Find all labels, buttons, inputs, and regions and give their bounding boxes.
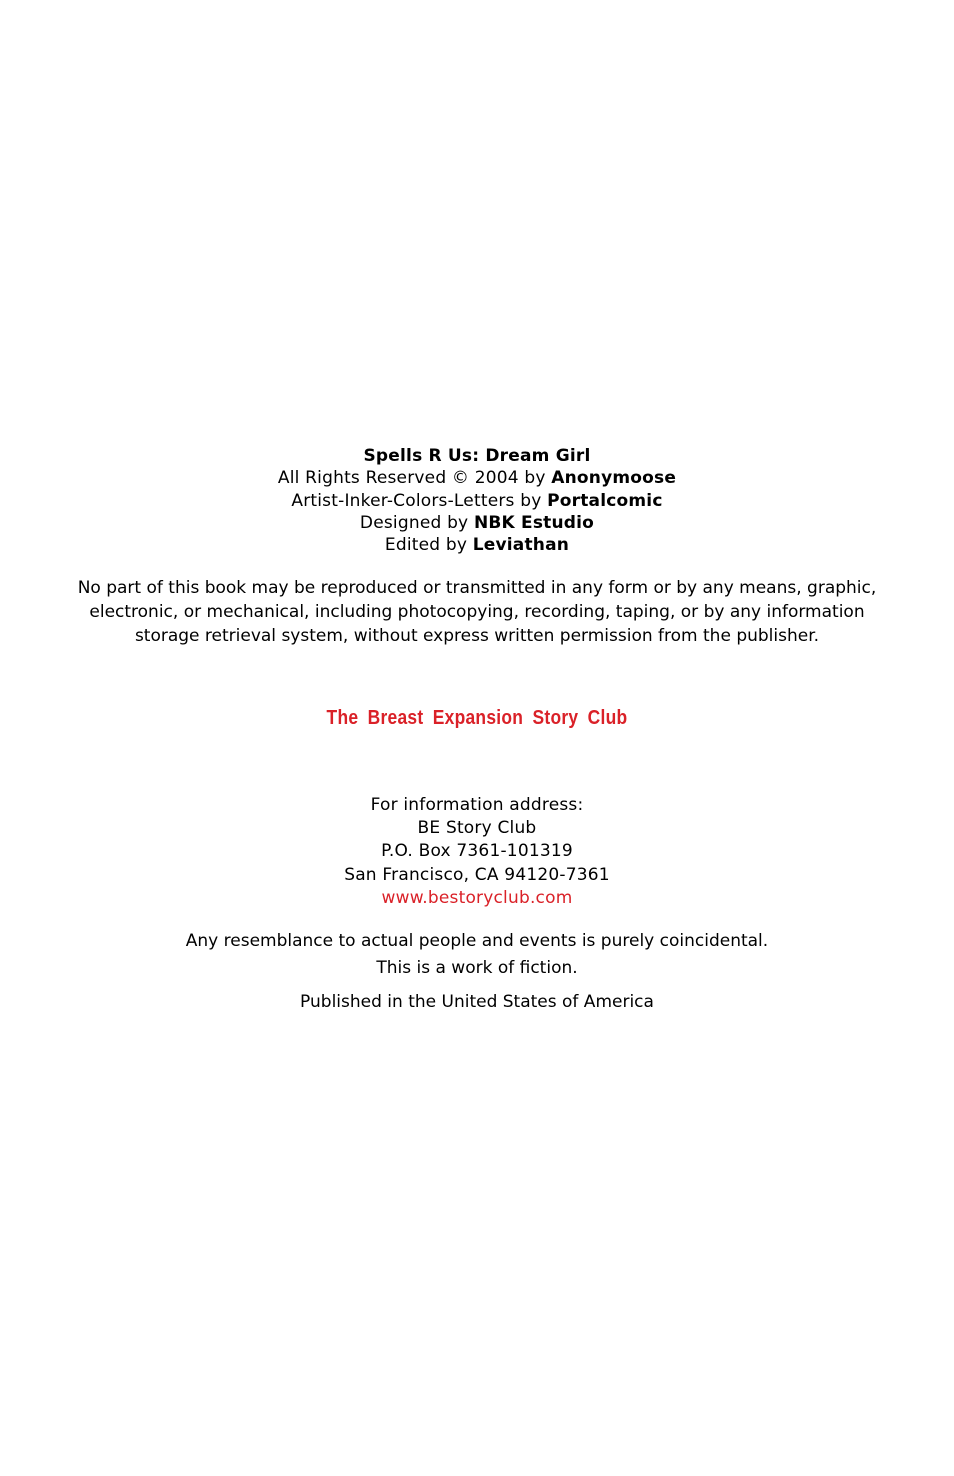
- legal-line: storage retrieval system, without express written permission from the publisher.: [134, 626, 820, 646]
- rights-line: [0, 467, 954, 489]
- disclaimer-line: This is a work of fiction.: [376, 958, 578, 978]
- website-link[interactable]: www.bestoryclub.com: [381, 887, 573, 908]
- published-line: Published in the United States of America: [300, 992, 654, 1012]
- address-line: San Francisco, CA 94120-7361: [344, 864, 610, 885]
- book-title: Spells R Us: Dream Girl: [363, 446, 591, 466]
- disclaimer-block: [0, 928, 954, 982]
- artist-name: Portalcomic: [547, 490, 663, 511]
- disclaimer-line: Any resemblance to actual people and events is purely coincidental.: [185, 931, 769, 951]
- legal-line: electronic, or mechanical, including photocopying, recording, taping, or by any information: [89, 602, 865, 622]
- author-name: Anonymoose: [551, 468, 677, 489]
- rights-line-text: All Rights Reserved © 2004 by: [277, 468, 552, 489]
- editor-name: Leviathan: [472, 535, 570, 556]
- artist-line: [0, 490, 954, 512]
- artist-line-text: Artist-Inker-Colors-Letters by: [291, 490, 548, 511]
- legal-line: No part of this book may be reproduced or transmitted in any form or by any means, graphic,: [77, 578, 877, 598]
- credits-block: [0, 445, 954, 556]
- address-line: P.O. Box 7361-101319: [381, 841, 573, 862]
- editor-line-text: Edited by: [384, 535, 473, 556]
- editor-line: [0, 534, 954, 556]
- address-block: [0, 794, 954, 910]
- designer-line-text: Designed by: [359, 512, 474, 533]
- designer-name: NBK Estudio: [473, 512, 595, 533]
- website-row: [0, 887, 954, 910]
- address-intro: For information address:: [370, 795, 584, 815]
- club-title: The Breast Expansion Story Club: [326, 706, 628, 729]
- club-title-block: [0, 705, 954, 732]
- designer-line: [0, 512, 954, 534]
- legal-notice: [0, 576, 954, 648]
- address-line: BE Story Club: [417, 818, 537, 839]
